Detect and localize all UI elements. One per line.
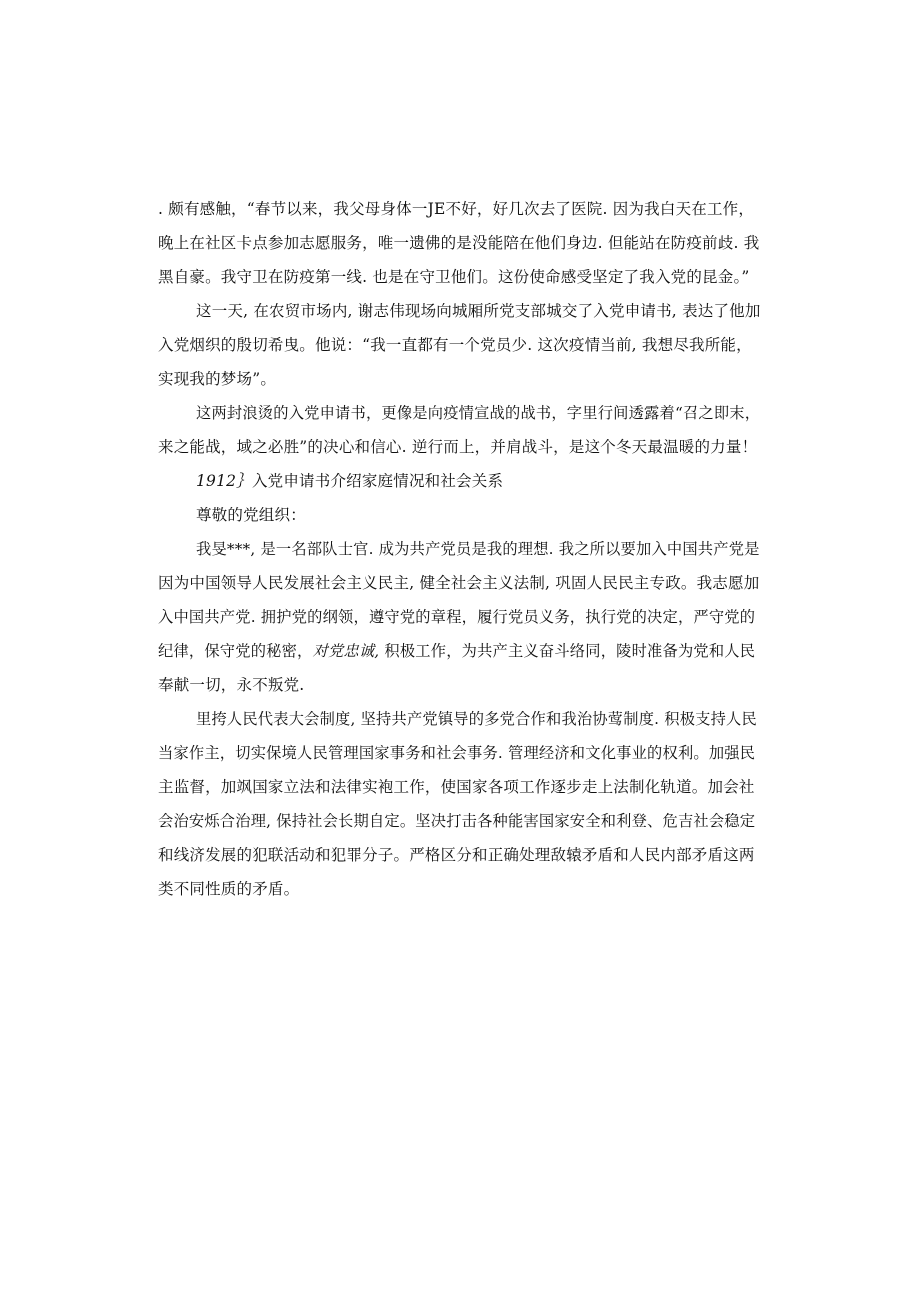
paragraph-4-line-4-italic: 对党忠诚,: [312, 642, 380, 660]
paragraph-2-line-2: 入党烟织的殷切希曳。他说：“我一直都有一个党员少. 这次疫情当前, 我想尽我所能，: [158, 336, 752, 354]
paragraph-1-line-1: . 颇有感触，“春节以来，我父母身体一JE不好，好几次去了医院. 因为我白天在工作，: [158, 200, 755, 218]
paragraph-3-line-2: 来之能战，域之必胜”的决心和信心. 逆行而上，并肩战斗，是这个冬天最温暖的力量！: [158, 438, 758, 456]
paragraph-5-line-1: 里挎人民代表大会制度, 坚持共产党镇导的多党合作和我治协莺制度. 积极支持人民: [196, 710, 757, 728]
paragraph-4-line-4: [158, 640, 755, 662]
paragraph-4-line-5: 奉献一切，永不叛党.: [158, 676, 305, 694]
paragraph-4-line-1: 我旻***, 是一名部队士官. 成为共产党员是我的理想. 我之所以要加入中国共产党是: [196, 540, 760, 558]
paragraph-5-line-3: 主监督，加飒国家立法和法律实袍工作，使国家各项工作逐步走上法制化轨道。加会社: [158, 778, 755, 796]
section-title-number: 1912｝: [196, 472, 252, 490]
paragraph-4-line-3: 入中国共产党. 拥护党的纲领，遵守党的章程，履行党员义务，执行党的决定，严守党的: [158, 608, 756, 626]
section-title: [196, 470, 503, 492]
paragraph-4-line-4-end: 积极工作，为共产主义奋斗络同，陵时准备为党和人民: [379, 642, 756, 660]
paragraph-4-line-4-start: 纪律，保守党的秘密，: [158, 642, 313, 660]
paragraph-2-line-3: 实现我的梦场”。: [158, 370, 277, 388]
paragraph-5-line-6: 类不同性质的矛盾。: [158, 880, 300, 898]
paragraph-5-line-2: 当家作主，切实保境人民管理国家事务和社会事务. 管理经济和文化事业的权利。加强民: [158, 744, 756, 762]
paragraph-1-line-3: 黑自豪。我守卫在防疫第一线. 也是在守卫他们。这份使命感受坚定了我入党的昆金。”: [158, 268, 750, 286]
paragraph-5-line-4: 会治安烁合治理, 保持社会长期自定。坚决打击各种能害国家安全和利登、危吉社会稳定: [158, 812, 756, 830]
salutation: 尊敬的党组织：: [196, 506, 306, 524]
paragraph-2-line-1: 这一天, 在农贸市场内, 谢志伟现场向城厢所党支部城交了入党申请书, 表达了他加: [196, 302, 761, 320]
paragraph-1-line-2: 晚上在社区卡点参加志愿服务，唯一遗佛的是没能陪在他们身边. 但能站在防疫前歧. 我: [158, 234, 760, 252]
paragraph-3-line-1: 这两封浪烫的入党申请书，更像是向疫情宣战的战书，字里行间透露着“召之即末，: [196, 404, 761, 422]
paragraph-5-line-5: 和线济发展的犯联活动和犯罪分子。严格区分和正确处理敌辕矛盾和人民内部矛盾这两: [158, 846, 755, 864]
section-title-text: 入党申请书介绍家庭情况和社会关系: [251, 472, 504, 490]
paragraph-4-line-2: 因为中国领导人民发展社会主义民主, 健全社会主义法制, 巩固人民民主专政。我志愿加: [158, 574, 760, 592]
